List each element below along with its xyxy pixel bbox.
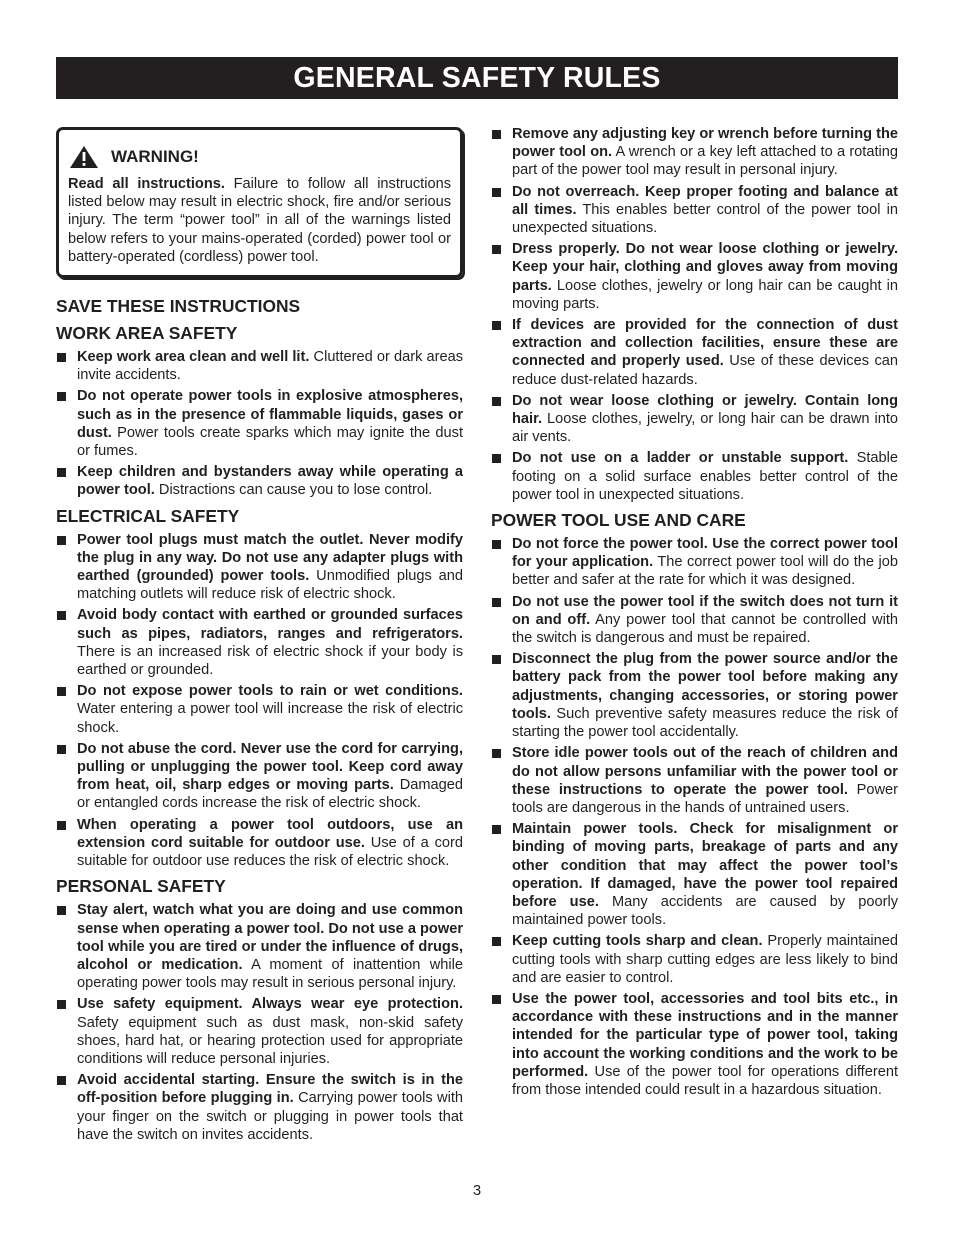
item-text: Loose clothes, jewelry or long hair can be caught in moving parts. (512, 277, 898, 312)
list-item (491, 535, 898, 590)
list-item (56, 606, 463, 679)
item-bold-text: Keep cutting tools sharp and clean. (512, 933, 763, 950)
item-bold-text: When operating a power tool outdoors, use an extension cord suitable for outdoor use. (77, 816, 463, 851)
personal-cont-list (491, 125, 898, 504)
list-item (491, 316, 898, 389)
bullet-square-icon (57, 821, 66, 830)
bullet-square-icon (492, 245, 501, 254)
item-bold-text: Do not abuse the cord. Never use the cord for carrying, pulling or unplugging the power tool. Keep cord away from heat, oil, sharp edges or moving parts. (77, 740, 463, 794)
item-text: Power tools create sparks which may ignite the dust or fumes. (77, 424, 463, 460)
list-item (491, 744, 898, 817)
bullet-square-icon (492, 995, 501, 1004)
warning-triangle-icon (69, 145, 99, 169)
item-text: Unmodified plugs and matching outlets will reduce risk of electric shock. (77, 568, 463, 603)
bullet-square-icon (492, 397, 501, 406)
item-text: Use of a cord suitable for outdoor use reduces the risk of electric shock. (77, 834, 463, 870)
list-item (56, 531, 463, 604)
item-bold-text: Disconnect the plug from the power source and/or the battery pack from the power tool before making any adjustments, changing accessories, or storing power tools. (512, 651, 898, 722)
item-text: There is an increased risk of electric shock if your body is earthed or grounded. (77, 643, 463, 679)
item-text: Use of these devices can reduce dust-related hazards. (512, 353, 898, 388)
bullet-square-icon (492, 540, 501, 549)
warning-header (68, 145, 451, 169)
personal-heading: PERSONAL SAFETY (56, 876, 226, 897)
list-item (491, 932, 898, 987)
bullet-square-icon (57, 611, 66, 620)
bullet-square-icon (57, 1000, 66, 1009)
item-bold-text: Use the power tool, accessories and tool bits etc., in accordance with these instructions and in the manner intended for the particular type of power tool, taking into account the working conditions and the work to be performed. (512, 990, 898, 1080)
item-text: Use of the power tool for operations different from those intended could result in a hazardous situation. (512, 1063, 898, 1098)
item-bold-text: Maintain power tools. Check for misalignment or binding of moving parts, breakage of parts and any other condition that may affect the power tool’s operation. If damaged, have the power tool repaired before use. (512, 821, 898, 910)
bullet-square-icon (57, 687, 66, 696)
item-bold-text: If devices are provided for the connection of dust extraction and collection facilities, ensure these are connected and properly used. (512, 317, 898, 370)
list-item (491, 183, 898, 238)
item-text: A wrench or a key left attached to a rotating part of the power tool may result in personal injury. (512, 144, 898, 179)
bullet-square-icon (492, 749, 501, 758)
list-item (56, 682, 463, 737)
bullet-square-icon (492, 655, 501, 664)
list-item (56, 816, 463, 871)
item-text: A moment of inattention while operating power tools may result in serious personal injury. (77, 956, 463, 992)
bullet-square-icon (57, 536, 66, 545)
item-text: Loose clothes, jewelry, or long hair can be drawn into air vents. (512, 411, 898, 446)
power-tool-heading: POWER TOOL USE AND CARE (491, 510, 746, 531)
list-item (56, 901, 463, 992)
item-bold-text: Do not wear loose clothing or jewelry. Contain long hair. (512, 392, 898, 428)
list-item (491, 820, 898, 929)
item-text: Power tools are dangerous in the hands of untrained users. (512, 781, 899, 816)
list-item (491, 449, 898, 504)
bullet-square-icon (492, 598, 501, 607)
list-item (491, 240, 898, 313)
warning-box (56, 127, 463, 278)
personal-list (56, 901, 463, 1144)
warning-body-text: Failure to follow all instructions listed below may result in electric shock, fire and/or serious injury. The term “power tool” in all of the warnings listed below refers to your mains-operated (corded) power tool or battery-operated (cordless) power tool. (68, 176, 451, 265)
item-bold-text: Dress properly. Do not wear loose clothing or jewelry. Keep your hair, clothing and gloves away from moving parts. (512, 241, 898, 294)
work-area-heading: WORK AREA SAFETY (56, 323, 238, 344)
list-item (56, 348, 463, 384)
item-bold-text: Keep work area clean and well lit. (77, 349, 310, 366)
item-text: Such preventive safety measures reduce the risk of starting the power tool accidentally. (512, 705, 898, 741)
list-item (56, 387, 463, 460)
electrical-heading: ELECTRICAL SAFETY (56, 505, 240, 526)
page-title: GENERAL SAFETY RULES (56, 57, 898, 99)
electrical-list (56, 531, 463, 871)
item-bold-text: Remove any adjusting key or wrench before turning the power tool on. (512, 126, 899, 161)
item-text: Cluttered or dark areas invite accidents. (77, 349, 463, 384)
bullet-square-icon (492, 130, 501, 139)
warning-lead: Read all instructions. (68, 176, 225, 192)
item-text: Damaged or entangled cords increase the risk of electric shock. (77, 777, 463, 812)
right-column (491, 125, 898, 1102)
item-text: Stable footing on a solid surface enables better control of the power tool in unexpected situations. (512, 450, 898, 503)
item-bold-text: Avoid body contact with earthed or grounded surfaces such as pipes, radiators, ranges and refrigerators. (77, 607, 463, 642)
bullet-square-icon (57, 745, 66, 754)
list-item (491, 125, 898, 180)
list-item (491, 392, 898, 447)
list-item (56, 995, 463, 1068)
item-bold-text: Do not overreach. Keep proper footing and balance at all times. (512, 183, 898, 218)
bullet-square-icon (57, 1076, 66, 1085)
item-text: Properly maintained cutting tools with sharp cutting edges are less likely to bind and are easier to control. (512, 933, 898, 986)
item-text: Carrying power tools with your finger on the switch or plugging in power tools that have the switch on invites accidents. (77, 1090, 463, 1143)
item-text: Any power tool that cannot be controlled with the switch is dangerous and must be repaired. (512, 611, 898, 647)
item-text: Water entering a power tool will increase the risk of electric shock. (77, 701, 463, 736)
work-area-list (56, 348, 463, 500)
item-bold-text: Do not use on a ladder or unstable support. (512, 450, 849, 467)
item-text: This enables better control of the power tool in unexpected situations. (512, 201, 898, 237)
item-bold-text: Do not expose power tools to rain or wet conditions. (77, 683, 463, 700)
item-text: The correct power tool will do the job better and safer at the rate for which it was designed. (512, 554, 898, 589)
left-column (56, 125, 463, 1147)
bullet-square-icon (57, 468, 66, 477)
page-number: 3 (472, 1183, 482, 1199)
list-item (491, 593, 898, 648)
item-bold-text: Use safety equipment. Always wear eye protection. (77, 996, 463, 1013)
item-text: Distractions can cause you to lose control. (154, 482, 433, 499)
power-tool-list (491, 535, 898, 1099)
item-bold-text: Avoid accidental starting. Ensure the switch is in the off-position before plugging in. (77, 1072, 463, 1107)
list-item (56, 1071, 463, 1144)
list-item (491, 990, 898, 1099)
item-bold-text: Stay alert, watch what you are doing and use common sense when operating a power tool. Do not use a power tool while you are tired or under the influence of drugs, alcohol or medication. (77, 902, 463, 973)
list-item (56, 463, 463, 499)
bullet-square-icon (492, 937, 501, 946)
warning-text (68, 175, 451, 266)
item-bold-text: Store idle power tools out of the reach of children and do not allow persons unfamiliar with the power tool or these instructions to operate the power tool. (512, 745, 898, 798)
bullet-square-icon (492, 188, 501, 197)
list-item (56, 740, 463, 813)
bullet-square-icon (492, 321, 501, 330)
save-instructions-heading: SAVE THESE INSTRUCTIONS (56, 296, 301, 317)
bullet-square-icon (57, 906, 66, 915)
bullet-square-icon (492, 454, 501, 463)
item-bold-text: Do not use the power tool if the switch does not turn it on and off. (512, 593, 898, 628)
list-item (491, 650, 898, 741)
bullet-square-icon (492, 825, 501, 834)
warning-title: WARNING! (111, 147, 199, 166)
bullet-square-icon (57, 353, 66, 362)
item-text: Safety equipment such as dust mask, non-skid safety shoes, hard hat, or hearing protection used for appropriate conditions will reduce personal injuries. (77, 1014, 463, 1067)
item-bold-text: Do not force the power tool. Use the correct power tool for your application. (512, 536, 898, 571)
item-bold-text: Do not operate power tools in explosive atmospheres, such as in the presence of flammable liquids, gases or dust. (77, 388, 463, 441)
bullet-square-icon (57, 392, 66, 401)
item-bold-text: Keep children and bystanders away while operating a power tool. (77, 464, 463, 499)
item-text: Many accidents are caused by poorly maintained power tools. (512, 893, 899, 929)
item-bold-text: Power tool plugs must match the outlet. Never modify the plug in any way. Do not use any adapter plugs with earthed (grounded) power tools. (77, 531, 463, 585)
